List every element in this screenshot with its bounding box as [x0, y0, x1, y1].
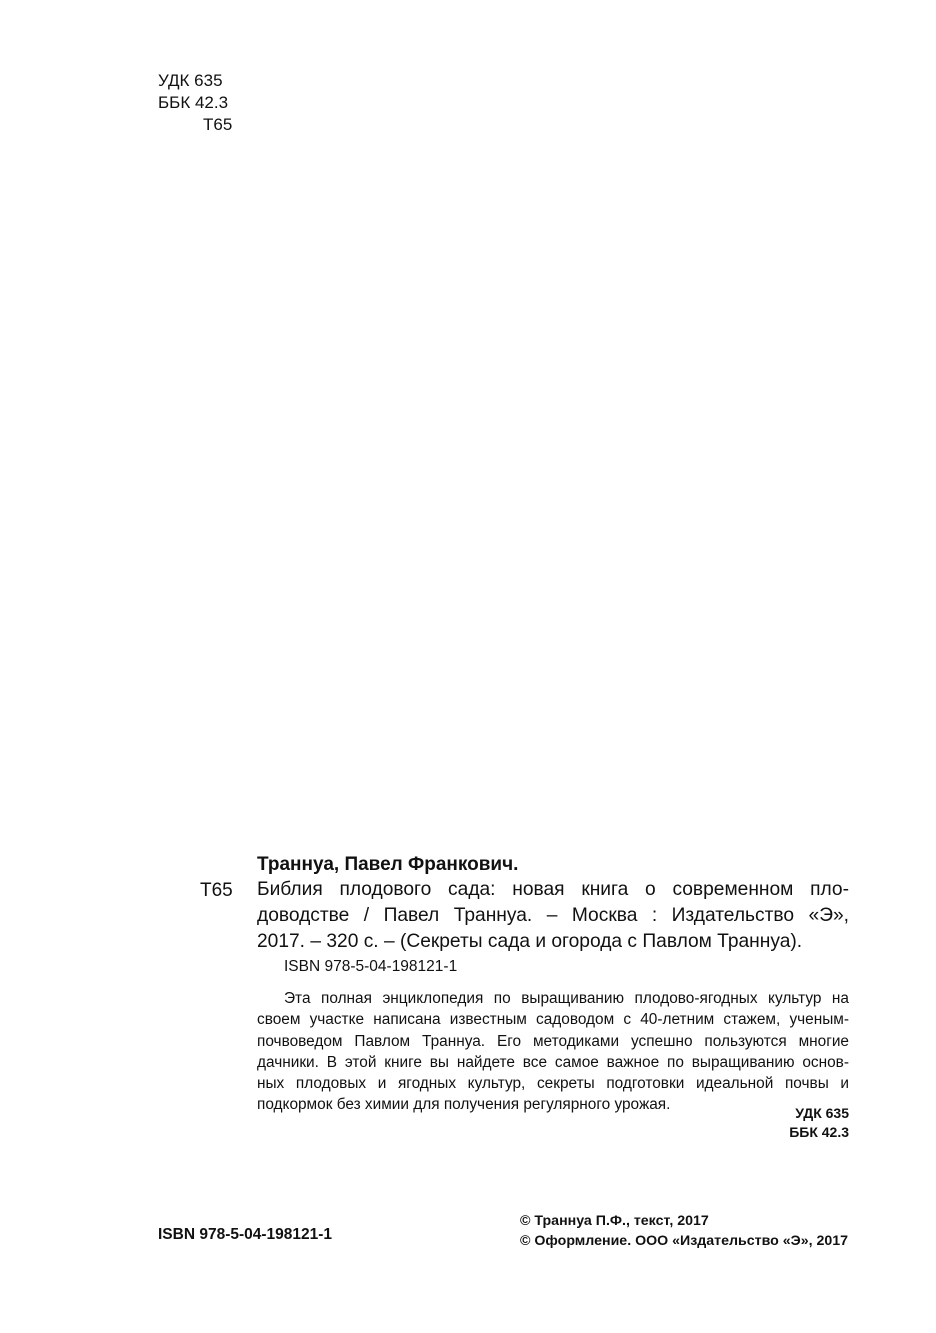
abstract-line: дачники. В этой книге вы найдете все самое важное по выращиванию основ-: [257, 1053, 849, 1071]
copyright-text: © Траннуа П.Ф., текст, 2017: [520, 1213, 709, 1229]
entry-isbn: ISBN 978-5-04-198121-1: [284, 958, 458, 975]
bibliographic-description: [257, 877, 849, 955]
entry-classification-codes: [700, 1104, 849, 1142]
abstract-line: ных плодовых и ягодных культур, секреты подготовки идеальной почвы и: [257, 1075, 849, 1093]
abstract-line: подкормок без химии для получения регулярного урожая.: [257, 1096, 671, 1114]
entry-bbk-code: ББК 42.3: [789, 1124, 849, 1140]
top-classification-codes: [158, 70, 232, 136]
abstract-line: почвоведом Павлом Траннуа. Его методиками успешно пользуются многие: [257, 1032, 849, 1050]
entry-udk-code: УДК 635: [795, 1105, 849, 1121]
author-mark: Т65: [203, 115, 233, 134]
bbk-code: ББК 42.3: [158, 93, 229, 112]
footer-isbn: ISBN 978-5-04-198121-1: [158, 1226, 333, 1243]
biblio-line: Библия плодового сада: новая книга о современном пло-: [257, 879, 849, 900]
copyright-design: © Оформление. ООО «Издательство «Э», 2017: [520, 1233, 849, 1249]
abstract: [257, 988, 849, 1116]
udk-code: УДК 635: [158, 71, 223, 90]
author-mark-entry: Т65: [200, 880, 233, 901]
abstract-line: своем участке написана известным садоводом с 40-летним стажем, ученым-: [257, 1011, 849, 1029]
copyright-block: [520, 1211, 848, 1251]
biblio-line: 2017. – 320 с. – (Секреты сада и огорода с Павлом Траннуа).: [257, 931, 803, 952]
author-heading: Траннуа, Павел Франкович.: [257, 854, 519, 875]
biblio-line: доводстве / Павел Траннуа. – Москва : Издательство «Э»,: [257, 905, 849, 926]
abstract-line: Эта полная энциклопедия по выращиванию плодово-ягодных культур на: [284, 990, 849, 1007]
